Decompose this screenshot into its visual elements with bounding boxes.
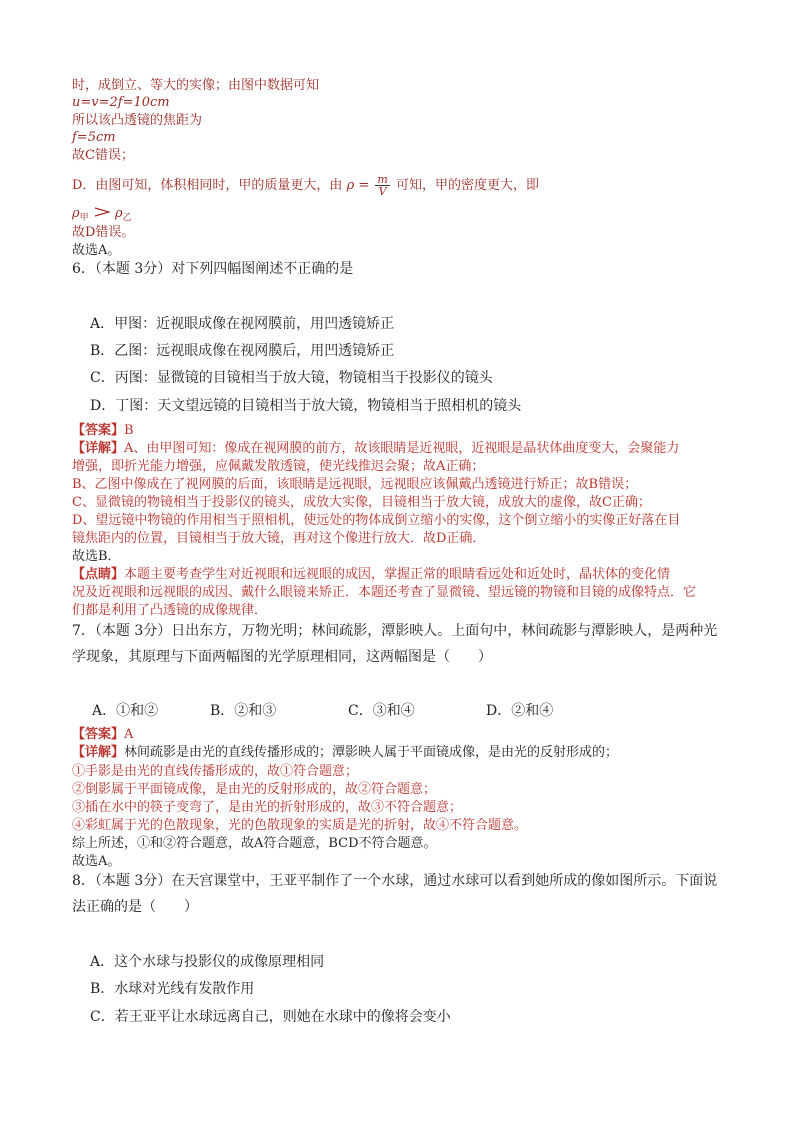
q6-detail-line: 增强，即折光能力增强，应佩戴发散透镜，使光线推迟会聚；故A正确； xyxy=(72,459,485,474)
q6-detail-line: B、乙图中像成在了视网膜的后面，该眼睛是远视眼，远视眼应该佩戴凸透镜进行矫正；故B错误； xyxy=(72,477,638,492)
formula-line: f=5cm xyxy=(72,130,116,145)
q6-choice: 故选B． xyxy=(72,549,121,564)
detail-text: A、由甲图可知：像成在视网膜的前方，故该眼睛是近视眼，近视眼是晶状体曲度变大，会聚能力 xyxy=(124,441,680,456)
comment-tag: 【点睛】 xyxy=(72,567,125,582)
q7-option-d: D．②和④ xyxy=(486,703,554,719)
density-text-post: 可知，甲的密度更大，即 xyxy=(395,178,539,193)
answer-value: B xyxy=(124,423,134,438)
q6-answer xyxy=(72,423,134,439)
question-6-stem: 6．（本题 3分）对下列四幅图阐述不正确的是 xyxy=(72,261,354,277)
text-line: 所以该凸透镜的焦距为 xyxy=(72,113,203,128)
detail-tag: 【详解】 xyxy=(72,745,125,760)
q6-option-a: A．甲图：近视眼成像在视网膜前，用凹透镜矫正 xyxy=(90,316,395,332)
q6-detail-line: D、望远镜中物镜的作用相当于照相机，使远处的物体成倒立缩小的实像，这个倒立缩小的实像正好落在目 xyxy=(72,513,681,528)
question-8-stem: 8．（本题 3分）在天宫课堂中，王亚平制作了一个水球，通过水球可以看到她所成的像如图所示。下面说 xyxy=(72,873,718,889)
detail-tag: 【详解】 xyxy=(72,441,125,456)
q6-option-b: B．乙图：远视眼成像在视网膜后，用凹透镜矫正 xyxy=(90,343,395,359)
q8-option-c: C．若王亚平让水球远离自己，则她在水球中的像将会变小 xyxy=(90,1009,451,1025)
question-7-stem: 7．（本题 3分）日出东方，万物光明；林间疏影，潭影映人。上面句中，林间疏影与潭影映人，是两种光 xyxy=(72,623,718,639)
rho-a-sub: 甲 xyxy=(79,213,89,223)
q6-detail-line: 镜焦距内的位置，目镜相当于放大镜，再对这个像进行放大．故D正确． xyxy=(72,531,486,546)
text-line: 故选A。 xyxy=(72,243,121,258)
answer-tag: 【答案】 xyxy=(72,727,125,742)
q6-detail-line xyxy=(72,441,679,457)
text-line: 故C错误； xyxy=(72,148,134,163)
q6-comment-line: 况及近视眼和远视眼的成因、戴什么眼镜来矫正．本题还考查了显微镜、望远镜的物镜和目镜的成像特点．它 xyxy=(72,585,697,600)
q7-option-a: A．①和② xyxy=(92,703,159,719)
rho-a: ρ xyxy=(72,206,80,221)
q6-option-d: D．丁图：天文望远镜的目镜相当于放大镜，物镜相当于照相机的镜头 xyxy=(90,398,522,414)
q7-detail-line: ①手影是由光的直线传播形成的，故①符合题意； xyxy=(72,764,359,779)
q7-option-b: B．②和③ xyxy=(210,703,277,719)
q6-option-c: C．丙图：显微镜的目镜相当于放大镜，物镜相当于投影仪的镜头 xyxy=(90,370,493,386)
q8-option-a: A．这个水球与投影仪的成像原理相同 xyxy=(90,954,325,970)
question-7-stem: 学现象，其原理与下面两幅图的光学原理相同，这两幅图是（ ） xyxy=(72,649,492,665)
q7-detail-line: ④彩虹属于光的色散现象，光的色散现象的实质是光的折射，故④不符合题意。 xyxy=(72,818,528,833)
q7-detail-line: ②倒影属于平面镜成像，是由光的反射形成的，故②符合题意； xyxy=(72,782,437,797)
q7-summary: 综上所述，①和②符合题意，故A符合题意，BCD不符合题意。 xyxy=(72,836,437,851)
fraction-numerator: m xyxy=(377,173,388,186)
q8-option-b: B．水球对光线有发散作用 xyxy=(90,981,255,997)
density-compare-line xyxy=(72,206,132,226)
q7-choice: 故选A。 xyxy=(72,854,121,869)
q6-comment-line xyxy=(72,567,670,583)
rho-b: ρ xyxy=(114,206,123,221)
text-line: 时，成倒立、等大的实像；由图中数据可知 xyxy=(72,78,320,93)
comment-text: 本题主要考查学生对近视眼和远视眼的成因，掌握正常的眼睛看远处和近处时，晶状体的变化情 xyxy=(124,567,671,582)
q6-comment-line: 们都是利用了凸透镜的成像规律． xyxy=(72,603,268,618)
rho-b-sub: 乙 xyxy=(122,213,132,223)
fraction-denominator: V xyxy=(378,185,387,198)
q7-answer xyxy=(72,727,133,743)
q7-option-c: C．③和④ xyxy=(348,703,415,719)
formula-line: u=v=2f=10cm xyxy=(72,95,170,110)
greater-than-icon xyxy=(93,207,111,217)
rho-symbol: ρ xyxy=(346,178,355,193)
q7-detail-line: ③插在水中的筷子变弯了，是由光的折射形成的，故③不符合题意； xyxy=(72,800,463,815)
density-line xyxy=(72,174,539,197)
answer-tag: 【答案】 xyxy=(72,423,125,438)
equals-sign: = xyxy=(354,178,374,193)
detail-text: 林间疏影是由光的直线传播形成的；潭影映人属于平面镜成像，是由光的反射形成的； xyxy=(124,745,619,760)
answer-value: A xyxy=(124,727,134,742)
text-line: 故D错误。 xyxy=(72,225,135,240)
density-text-pre: D．由图可知，体积相同时，甲的质量更大，由 xyxy=(72,178,343,193)
q7-detail-line xyxy=(72,745,618,761)
density-fraction xyxy=(375,174,389,197)
question-8-stem: 法正确的是（ ） xyxy=(72,899,198,915)
q6-detail-line: C、显微镜的物镜相当于投影仪的镜头，成放大实像，目镜相当于放大镜，成放大的虚像，故C正确； xyxy=(72,495,651,510)
